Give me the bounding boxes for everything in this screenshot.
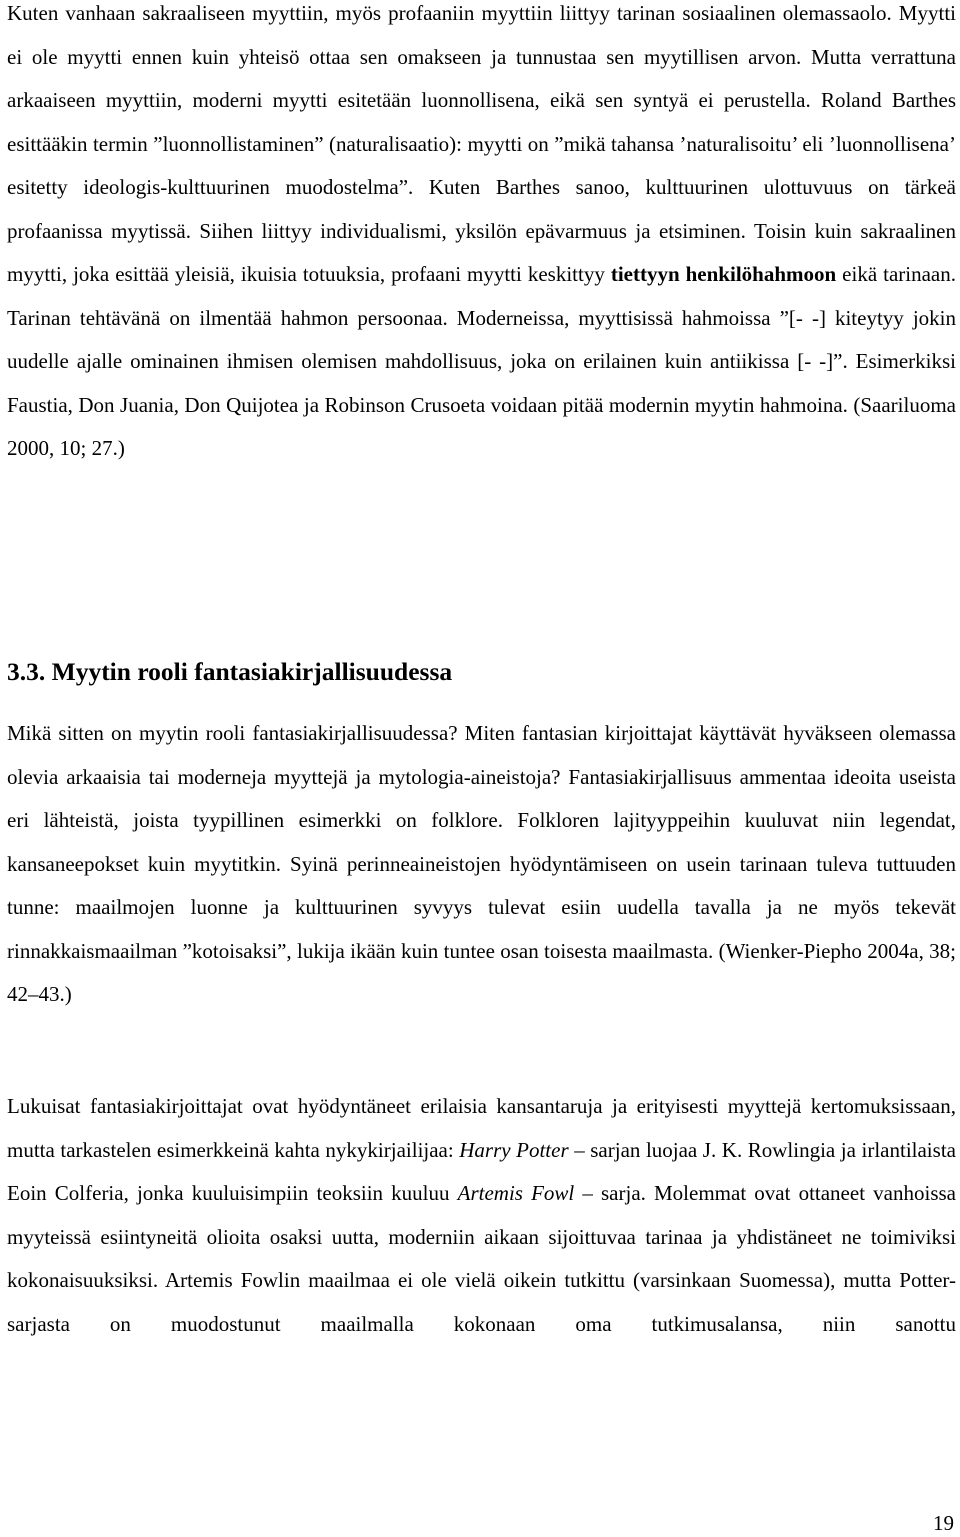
section-heading: 3.3. Myytin rooli fantasiakirjallisuudessa	[7, 657, 453, 686]
paragraph-1-text-b: eikä tarinaan. Tarinan tehtävänä on ilmentää hahmon persoonaa. Moderneissa, myyttisissä hahmoissa ”[- -] kiteytyy jokin uudelle ajalle ominainen ihmisen olemisen mahdollisuus, joka on erilainen kuin antiikissa [- -]”. Esimerkiksi Faustia, Don Juania, Don Quijotea ja Robinson Crusoeta voidaan pitää modernin myytin hahmoina. (Saariluoma 2000, 10; 27.)	[7, 262, 956, 460]
body-paragraph-3	[7, 1085, 956, 1346]
paragraph-3-title-artemis-fowl: Artemis Fowl	[457, 1181, 575, 1205]
paragraph-3-text-c: – sarja. Molemmat ovat ottaneet vanhoissa myyteissä esiintyneitä olioita osaksi uutta, moderniin aikaan sijoittuvaa tarinaa ja yhdistäneet ne toimiviksi kokonaisuuksiksi. Artemis Fowlin maailmaa ei ole vielä oikein tutkittu (varsinkaan Suomessa), mutta Potter-sarjasta on muodostunut maailmalla kokonaan oma tutkimusalansa, niin sanottu	[7, 1181, 956, 1336]
page-number: 19	[933, 1511, 954, 1535]
paragraph-1-text-a: Kuten vanhaan sakraaliseen myyttiin, myös profaaniin myyttiin liittyy tarinan sosiaalinen olemassaolo. Myytti ei ole myytti ennen kuin yhteisö ottaa sen omakseen ja tunnustaa sen myytillisen arvon. Mutta verrattuna arkaaiseen myyttiin, moderni myytti esitetään luonnollisena, eikä sen syntyä ei perustella. Roland Barthes esittääkin termin ”luonnollistaminen” (naturalisaatio): myytti on ”mikä tahansa ’naturalisoitu’ eli ’luonnollisena’ esitetty ideologis-kulttuurinen muodostelma”. Kuten Barthes sanoo, kulttuurinen ulottuvuus on tärkeä profaanissa myytissä. Siihen liittyy individualismi, yksilön epävarmuus ja etsiminen. Toisin kuin sakraalinen myytti, joka esittää yleisiä, ikuisia totuuksia, profaani myytti keskittyy	[7, 1, 956, 286]
paragraph-3-text-a: Lukuisat fantasiakirjoittajat ovat hyödyntäneet erilaisia kansantaruja ja erityisesti myyttejä kertomuksissaan, mutta tarkastelen esimerkkeinä kahta nykykirjailijaa:	[7, 1094, 956, 1162]
body-paragraph-1	[7, 0, 956, 471]
paragraph-3-title-harry-potter: Harry Potter	[459, 1137, 569, 1162]
paragraph-3-text-b: – sarjan luojaa J. K. Rowlingia ja irlantilaista Eoin Colferia, jonka kuuluisimpiin teoksiin kuuluu	[7, 1137, 956, 1205]
body-paragraph-2: Mikä sitten on myytin rooli fantasiakirjallisuudessa? Miten fantasian kirjoittajat käyttävät hyväkseen olemassa olevia arkaaisia tai moderneja myyttejä ja mytologia-aineistoja? Fantasiakirjallisuus ammentaa ideoita useista eri lähteistä, joista tyypillinen esimerkki on folklore. Folkloren lajityyppeihin kuuluvat niin legendat, kansaneepokset kuin myytitkin. Syinä perinneaineistojen hyödyntämiseen on usein tarinaan tuleva tuttuuden tunne: maailmojen luonne ja kulttuurinen syvyys tulevat esiin uudella tavalla ja ne myös tekevät rinnakkaismaailman ”kotoisaksi”, lukija ikään kuin tuntee osan toisesta maailmasta. (Wienker-Piepho 2004a, 38; 42–43.)	[7, 721, 956, 1006]
paragraph-1-bold-phrase: tiettyyn henkilöhahmoon	[610, 262, 837, 286]
